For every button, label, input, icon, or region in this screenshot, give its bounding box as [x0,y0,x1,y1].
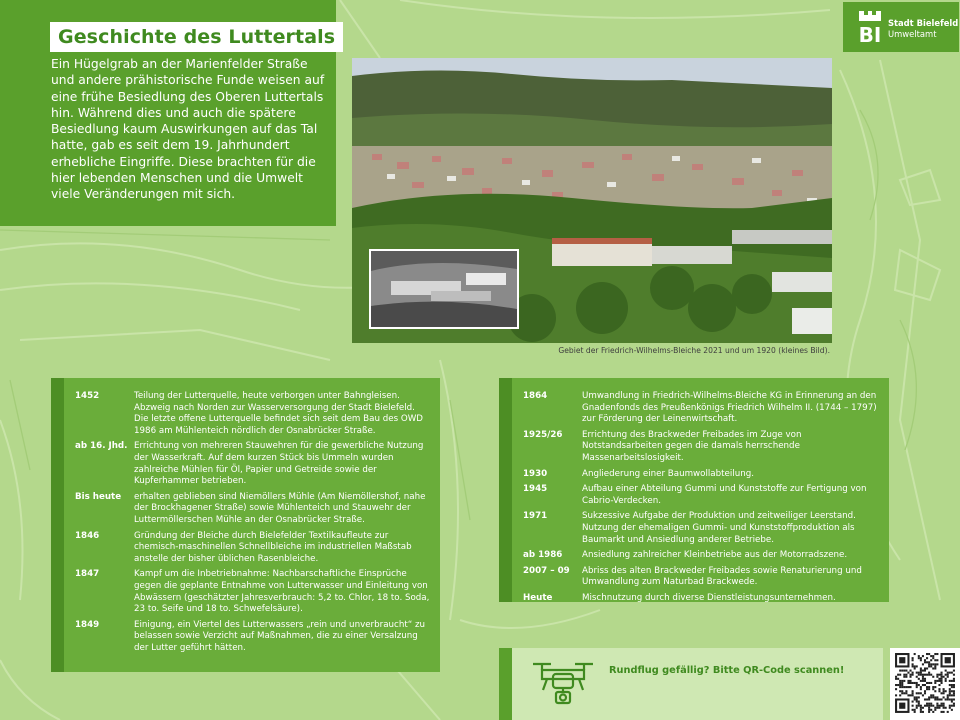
drone-cta-bar [499,648,883,720]
timeline-year: 1452 [75,391,100,401]
city-logo-icon [857,9,883,45]
historic-inset-photo [369,249,519,329]
timeline-entry [523,511,879,546]
timeline-entry [75,569,430,615]
timeline-year: ab 1986 [523,550,563,561]
timeline-text: Angliederung einer Baumwollabteilung. [582,468,755,479]
timeline-text: Mischnutzung durch diverse Dienstleistungsunternehmen. [582,592,836,603]
timeline-entry [523,566,879,589]
timeline-year: Heute [523,592,553,603]
timeline-entry [523,391,879,426]
logo-line-1: Stadt Bielefeld [888,18,959,28]
timeline-entry [75,391,430,437]
timeline-text: Abriss des alten Brackweder Freibades sowie Renaturierung und Umwandlung zum Naturbad Brackwede. [582,565,862,588]
timeline-entry [75,492,430,527]
city-logo [843,2,959,52]
timeline-year: 1864 [523,391,548,401]
timeline-year: 1925/26 [523,429,563,440]
timeline-right-list [523,391,879,609]
svg-text:BI: BI [858,23,882,45]
timeline-right [499,378,889,602]
timeline-year: 1849 [75,619,100,630]
timeline-text: Umwandlung in Friedrich-Wilhelms-Bleiche KG in Erinnerung an den Gnadenfonds des Preußenkönigs Friedrich Wilhelm II. (1744 – 1797) zur Förderung der Leinenwirtschaft. [582,391,877,425]
timeline-left [51,378,440,672]
timeline-text: Sukzessive Aufgabe der Produktion und zeitweiliger Leerstand. Nutzung der ehemaligen Gummi- und Kunststoffproduktion als Baumarkt und Ansiedlung anderer Betriebe. [582,511,856,545]
qr-code[interactable] [890,648,960,720]
photo-caption: Gebiet der Friedrich-Wilhelms-Bleiche 2021 und um 1920 (kleines Bild). [558,346,830,355]
timeline-entry [523,430,879,465]
title-box [50,22,343,52]
timeline-text: Errichtung des Brackweder Freibades im Zuge von Notstandsarbeiten gegen die damals herrschende Massenarbeitslosigkeit. [582,429,802,463]
timeline-year: 2007 – 09 [523,565,570,576]
timeline-entry [523,469,879,481]
timeline-entry [75,531,430,566]
drone-icon [529,656,597,714]
timeline-text: Teilung der Lutterquelle, heute verborgen unter Bahngleisen. Abzweig nach Norden zur Wasserversorgung der Stadt Bielefeld. Die letzte offene Lutterquelle befindet sich seit dem Bau des OWD 1986 am Mühlenteich nördlich der Osnabrücker Straße. [134,391,423,436]
timeline-left-list [75,391,430,658]
timeline-year: 1846 [75,530,100,541]
timeline-year: Bis heute [75,491,122,502]
timeline-text: erhalten geblieben sind Niemöllers Mühle (Am Niemöllershof, nahe der Brockhagener Straße) sowie Mühlenteich und Stauwehr der Luttermöllerschen Mühle an der Osnabrücker Straße. [134,491,426,525]
timeline-year: 1847 [75,569,100,580]
qr-code-icon [895,653,955,715]
timeline-text: Gründung der Bleiche durch Bielefelder Textilkaufleute zur chemisch-maschinellen Schnellbleiche im industriellen Maßstab anstelle der bisher üblichen Rasenbleiche. [134,530,412,564]
timeline-entry [75,620,430,655]
timeline-year: 1971 [523,511,548,522]
logo-text [888,18,958,40]
timeline-entry [523,550,879,562]
qr-cta-text: Rundflug gefällig? Bitte QR-Code scannen! [609,665,845,676]
timeline-year: 1945 [523,484,548,495]
logo-line-2: Umweltamt [888,29,937,39]
timeline-text: Ansiedlung zahlreicher Kleinbetriebe aus der Motorradszene. [582,550,848,561]
timeline-year: 1930 [523,468,548,479]
timeline-year: ab 16. Jhd. [75,441,128,452]
timeline-entry [75,441,430,487]
timeline-entry [523,484,879,507]
intro-text: Ein Hügelgrab an der Marienfelder Straße und andere prähistorische Funde weisen auf eine frühe Besiedlung des Oberen Luttertals hin. Während dies und auch die spätere Besiedlung kaum Auswirkungen auf das Tal hatte, gab es seit dem 19. Jahrhundert erhebliche Eingriffe. Diese brachten für die hier lebenden Menschen und die Umwelt viele Veränderungen mit sich. [51,57,325,202]
timeline-text: Aufbau einer Abteilung Gummi und Kunststoffe zur Fertigung von Cabrio-Verdecken. [582,484,867,506]
timeline-entry [523,593,879,605]
page-title: Geschichte des Luttertals [58,26,336,48]
timeline-text: Kampf um die Inbetriebnahme: Nachbarschaftliche Einsprüche gegen die geplante Entnahme von Lutterwasser und Einleitung von Abwässern (geschätzter Jahresverbrauch: 5,2 to. Chlor, 18 to. Soda, 23 to. Seife und 18 to. Schwefelsäure). [134,569,430,615]
timeline-text: Errichtung von mehreren Stauwehren für die gewerbliche Nutzung der Wasserkraft. Auf dem kurzen Stück bis Ummeln wurden zahlreiche Mühlen für Öl, Papier und Getreide sowie der Kupferhammer betrieben. [134,441,424,487]
timeline-text: Einigung, ein Viertel des Lutterwassers „rein und unverbraucht“ zu belassen sowie Verzicht auf Maßnahmen, die zu einer Versalzung der Lutter geführt hätten. [134,619,426,653]
